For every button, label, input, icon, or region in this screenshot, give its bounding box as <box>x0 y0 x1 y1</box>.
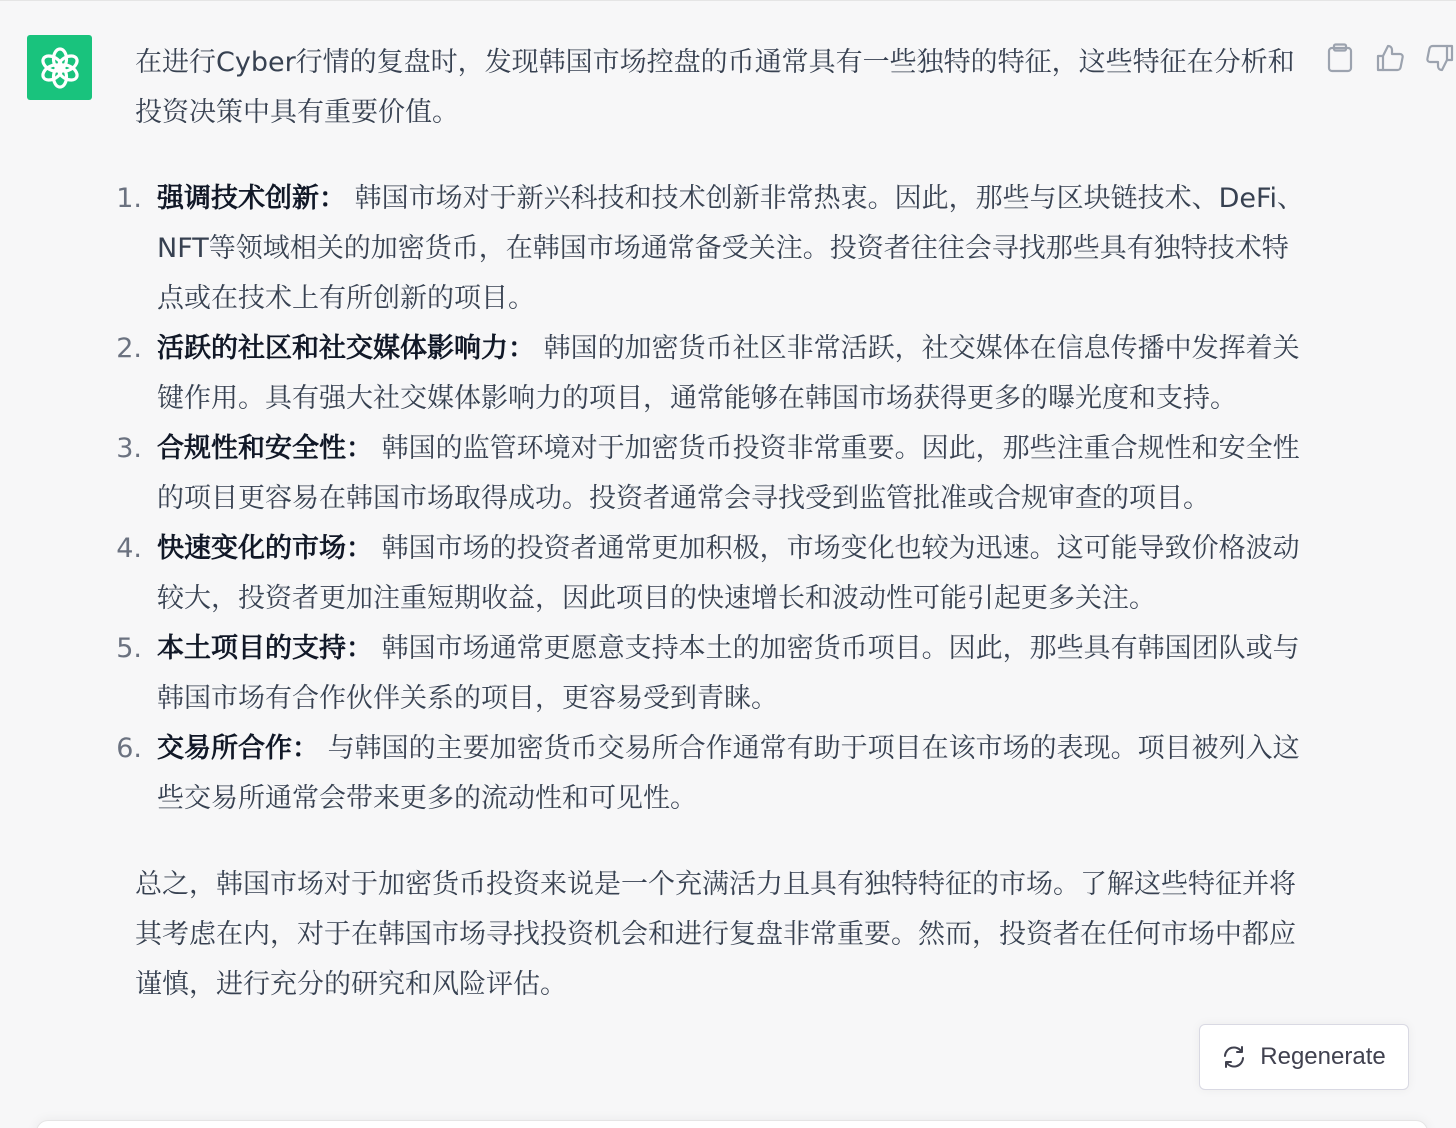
list-item-text: 韩国市场对于新兴科技和技术创新非常热衷。因此，那些与区块链技术、DeFi、NFT等领域相关的加密货币，在韩国市场通常备受关注。投资者往往会寻找那些具有独特技术特点或在技术上有所创新的项目。 <box>157 183 1305 314</box>
list-number: 4. <box>116 533 142 564</box>
list-item-text: 韩国市场的投资者通常更加积极，市场变化也较为迅速。这可能导致价格波动较大，投资者更加注重短期收益，因此项目的快速增长和波动性可能引起更多关注。 <box>157 533 1300 614</box>
like-button[interactable] <box>1372 40 1408 76</box>
message-intro: 在进行Cyber行情的复盘时，发现韩国市场控盘的币通常具有一些独特的特征，这些特征在分析和投资决策中具有重要价值。 <box>135 47 1295 128</box>
clipboard-icon <box>1327 43 1353 73</box>
list-item <box>116 424 1305 524</box>
list-item <box>116 624 1305 724</box>
message-actions <box>1322 40 1456 76</box>
list-item <box>116 724 1305 824</box>
assistant-message <box>116 38 1305 1010</box>
thumbs-down-icon <box>1425 43 1455 73</box>
feature-list <box>116 174 1305 824</box>
message-conclusion: 总之，韩国市场对于加密货币投资来说是一个充满活力且具有独特特征的市场。了解这些特征并将其考虑在内，对于在韩国市场寻找投资机会和进行复盘非常重要。然而，投资者在任何市场中都应谨慎，进行充分的研究和风险评估。 <box>135 869 1296 1000</box>
top-divider <box>0 0 1456 1</box>
list-number: 3. <box>116 433 142 464</box>
thumbs-up-icon <box>1375 43 1405 73</box>
list-item-title: 交易所合作： <box>157 733 319 764</box>
list-item <box>116 524 1305 624</box>
list-number: 1. <box>116 183 142 214</box>
refresh-icon <box>1222 1045 1246 1069</box>
openai-logo-icon <box>38 46 82 90</box>
list-number: 2. <box>116 333 142 364</box>
list-item-text: 与韩国的主要加密货币交易所合作通常有助于项目在该市场的表现。项目被列入这些交易所通常会带来更多的流动性和可见性。 <box>157 733 1300 814</box>
list-number: 5. <box>116 633 142 664</box>
list-item-text: 韩国的加密货币社区非常活跃，社交媒体在信息传播中发挥着关键作用。具有强大社交媒体影响力的项目，通常能够在韩国市场获得更多的曝光度和支持。 <box>157 333 1300 414</box>
list-item-title: 本土项目的支持： <box>157 633 373 664</box>
list-item-text: 韩国市场通常更愿意支持本土的加密货币项目。因此，那些具有韩国团队或与韩国市场有合作伙伴关系的项目，更容易受到青睐。 <box>157 633 1300 714</box>
list-number: 6. <box>116 733 142 764</box>
list-item-title: 快速变化的市场： <box>157 533 373 564</box>
list-item <box>116 324 1305 424</box>
copy-button[interactable] <box>1322 40 1358 76</box>
assistant-avatar <box>27 35 92 100</box>
list-item-title: 合规性和安全性： <box>157 433 373 464</box>
message-input-box[interactable] <box>36 1120 1428 1128</box>
list-item-title: 活跃的社区和社交媒体影响力： <box>157 333 535 364</box>
list-item-text: 韩国的监管环境对于加密货币投资非常重要。因此，那些注重合规性和安全性的项目更容易在韩国市场取得成功。投资者通常会寻找受到监管批准或合规审查的项目。 <box>157 433 1300 514</box>
regenerate-button[interactable] <box>1199 1024 1409 1090</box>
list-item-title: 强调技术创新： <box>157 183 346 214</box>
dislike-button[interactable] <box>1422 40 1456 76</box>
regenerate-label: Regenerate <box>1260 1043 1386 1070</box>
list-item <box>116 174 1305 324</box>
